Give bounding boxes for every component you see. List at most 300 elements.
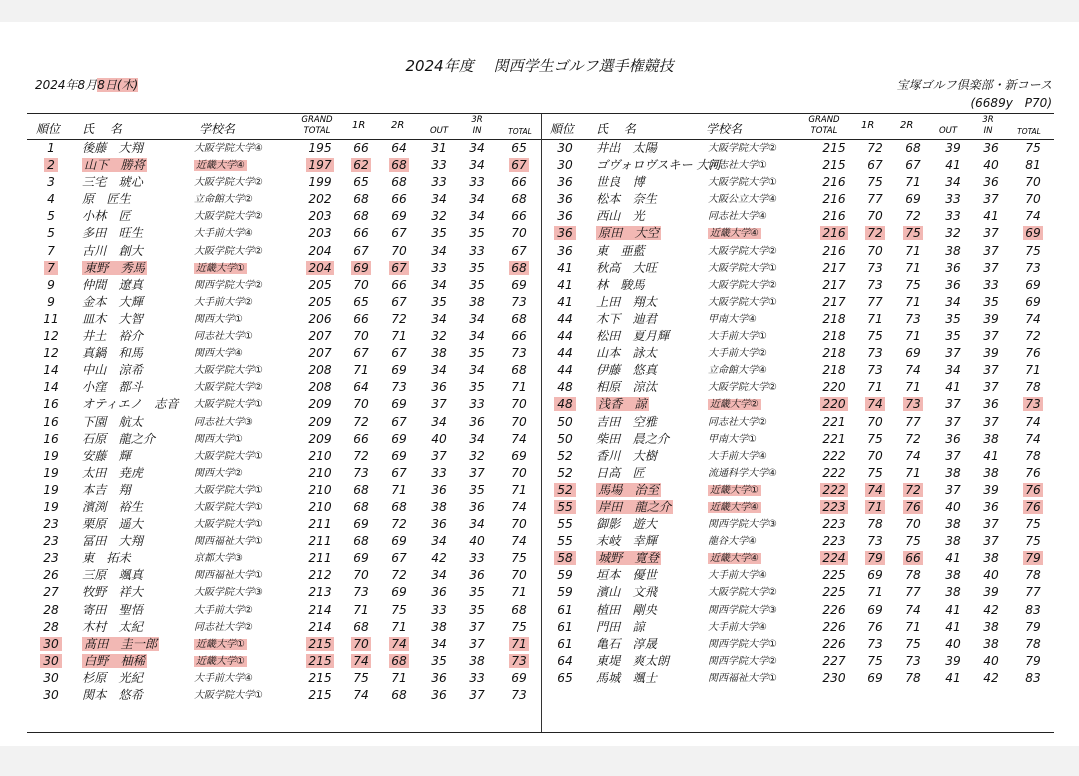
round3-total-cell: 68 <box>511 602 527 617</box>
table-row <box>32 431 544 448</box>
round1-cell: 75 <box>353 670 369 685</box>
round3-total-cell: 74 <box>1025 209 1041 224</box>
round3-total-cell <box>1016 499 1050 516</box>
school-cell: 大阪学院大学① <box>194 399 263 411</box>
table-row <box>32 465 544 482</box>
in-cell: 38 <box>983 431 999 446</box>
round3-total-cell: 70 <box>1025 175 1041 190</box>
player-name-cell: 東 亜藍 <box>596 243 645 258</box>
player-name-cell: 本吉 翔 <box>82 482 131 497</box>
round3-total-cell <box>502 636 536 653</box>
grand-total-cell-highlight: 223 <box>822 499 846 514</box>
round1-cell: 76 <box>867 619 883 634</box>
round1-cell: 73 <box>353 465 369 480</box>
out-cell: 35 <box>431 226 447 241</box>
grand-total-cell: 226 <box>822 602 846 617</box>
school-cell: 関西学院大学② <box>708 655 777 667</box>
round2-cell-highlight: 67 <box>391 260 407 275</box>
out-cell: 41 <box>945 551 961 566</box>
round3-total-cell-highlight: 71 <box>511 636 527 651</box>
in-cell: 37 <box>983 517 999 532</box>
grand-total-cell: 208 <box>308 363 332 378</box>
round3-total-cell <box>502 260 536 277</box>
table-row <box>32 584 544 601</box>
player-name-cell: 世良 博 <box>596 175 645 190</box>
player-name-cell: 仲間 遼真 <box>82 277 143 292</box>
grand-total-cell: 223 <box>822 534 846 549</box>
round1-cell: 70 <box>867 209 883 224</box>
player-name-cell-highlight: 白野 柚稀 <box>84 653 145 668</box>
rank-cell: 19 <box>43 448 59 463</box>
out-cell: 38 <box>431 499 447 514</box>
table-row <box>546 225 1058 242</box>
out-cell: 35 <box>431 653 447 668</box>
out-cell: 41 <box>945 158 961 173</box>
grand-total-cell: 215 <box>308 670 332 685</box>
grand-total-cell <box>816 482 852 499</box>
out-cell: 33 <box>431 175 447 190</box>
round2-cell: 71 <box>391 670 407 685</box>
school-cell-highlight: 近畿大学① <box>196 655 245 667</box>
round2-cell: 71 <box>391 619 407 634</box>
round1-cell: 69 <box>867 602 883 617</box>
school-cell: 同志社大学① <box>194 331 253 343</box>
round2-cell: 72 <box>391 517 407 532</box>
grand-total-cell: 216 <box>822 192 846 207</box>
player-name-cell: 御影 遊大 <box>596 517 657 532</box>
player-name-cell: 林 駿馬 <box>596 277 645 292</box>
school-cell: 同志社大学④ <box>708 211 767 223</box>
round2-cell: 72 <box>905 431 921 446</box>
school-cell: 同志社大学② <box>708 416 767 428</box>
table-row <box>546 516 1058 533</box>
round2-cell: 69 <box>391 397 407 412</box>
in-cell: 37 <box>983 414 999 429</box>
table-row <box>546 567 1058 584</box>
rank-cell: 55 <box>557 517 573 532</box>
rank-cell: 52 <box>557 448 573 463</box>
in-cell: 37 <box>469 636 485 651</box>
in-cell: 35 <box>469 585 485 600</box>
round1-cell: 67 <box>353 243 369 258</box>
round1-cell: 77 <box>867 192 883 207</box>
in-cell: 37 <box>983 192 999 207</box>
out-cell: 35 <box>945 311 961 326</box>
grand-total-cell: 214 <box>308 619 332 634</box>
left-results-table <box>32 114 544 704</box>
rank-cell: 23 <box>43 551 59 566</box>
table-row <box>32 567 544 584</box>
school-cell: 大阪学院大学① <box>708 262 777 274</box>
school-cell-highlight: 近畿大学① <box>196 638 245 650</box>
rank-cell <box>32 636 70 653</box>
grand-total-cell-highlight: 197 <box>308 158 332 173</box>
in-cell: 35 <box>469 346 485 361</box>
table-row <box>32 225 544 242</box>
player-name-cell <box>596 396 706 413</box>
player-name-cell: 相原 涼汰 <box>596 380 657 395</box>
round3-total-cell-highlight: 67 <box>511 158 527 173</box>
header-out: OUT <box>938 126 958 136</box>
out-cell: 34 <box>431 414 447 429</box>
round1-cell: 67 <box>867 158 883 173</box>
round3-total-cell: 75 <box>511 551 527 566</box>
round3-total-cell: 70 <box>511 568 527 583</box>
out-cell: 42 <box>431 551 447 566</box>
grand-total-cell-highlight: 215 <box>308 636 332 651</box>
header-school: 学校名 <box>199 122 236 136</box>
round1-cell: 75 <box>867 175 883 190</box>
school-cell: 関西大学① <box>194 433 243 445</box>
header-grand-total <box>297 115 337 137</box>
in-cell: 35 <box>469 482 485 497</box>
round1-cell-highlight: 71 <box>867 499 883 514</box>
player-name-cell: 多田 旺生 <box>82 226 143 241</box>
grand-total-cell: 225 <box>822 585 846 600</box>
out-cell: 34 <box>431 363 447 378</box>
out-cell: 34 <box>945 175 961 190</box>
rank-cell <box>546 499 584 516</box>
round2-cell: 71 <box>905 294 921 309</box>
table-row <box>546 294 1058 311</box>
grand-total-cell: 218 <box>822 363 846 378</box>
rank-cell <box>32 157 70 174</box>
player-name-cell: 後藤 大翔 <box>82 141 143 155</box>
table-row <box>32 670 544 687</box>
school-cell: 大手前大学② <box>708 348 767 360</box>
grand-total-cell <box>302 653 338 670</box>
player-name-cell: 三原 颯真 <box>82 568 143 583</box>
table-row <box>546 448 1058 465</box>
grand-total-cell: 226 <box>822 619 846 634</box>
player-name-cell: 真鍋 和馬 <box>82 346 143 361</box>
school-cell <box>708 396 820 413</box>
round1-cell: 70 <box>867 448 883 463</box>
table-row <box>546 533 1058 550</box>
school-cell-highlight: 近畿大学④ <box>710 553 759 565</box>
rank-cell: 19 <box>43 465 59 480</box>
table-row <box>32 448 544 465</box>
rank-cell: 41 <box>557 260 573 275</box>
rank-cell: 64 <box>557 653 573 668</box>
school-cell <box>194 157 306 174</box>
rank-cell: 44 <box>557 346 573 361</box>
out-cell: 40 <box>945 636 961 651</box>
round2-cell: 70 <box>905 517 921 532</box>
school-cell: 大手前大学④ <box>708 570 767 582</box>
in-cell: 38 <box>469 653 485 668</box>
round2-cell-highlight: 74 <box>391 636 407 651</box>
round2-cell-highlight: 68 <box>391 653 407 668</box>
round1-cell: 75 <box>867 431 883 446</box>
table-row <box>546 328 1058 345</box>
player-name-cell: 関本 悠希 <box>82 688 143 702</box>
round2-cell <box>898 482 928 499</box>
round1-cell: 67 <box>353 346 369 361</box>
round2-cell: 73 <box>391 380 407 395</box>
in-cell: 32 <box>469 448 485 463</box>
round1-cell-highlight: 79 <box>867 551 883 566</box>
round2-cell: 69 <box>391 209 407 224</box>
player-name-cell-highlight: 原田 大空 <box>598 226 659 241</box>
grand-total-cell <box>302 260 338 277</box>
in-cell: 39 <box>983 311 999 326</box>
out-cell: 36 <box>431 380 447 395</box>
player-name-cell: 下園 航太 <box>82 414 143 429</box>
player-name-cell-highlight: 東野 秀馬 <box>84 260 145 275</box>
grand-total-cell: 212 <box>308 568 332 583</box>
round1-cell: 72 <box>353 448 369 463</box>
school-cell: 大手前大学④ <box>708 450 767 462</box>
player-name-cell: 植田 剛央 <box>596 602 657 617</box>
table-row <box>546 362 1058 379</box>
table-row <box>546 670 1058 687</box>
grand-total-cell: 215 <box>308 688 332 702</box>
round2-cell <box>384 636 414 653</box>
rank-cell: 14 <box>43 363 59 378</box>
in-cell: 33 <box>983 277 999 292</box>
rank-cell: 14 <box>43 380 59 395</box>
round3-total-cell: 83 <box>1025 670 1041 685</box>
player-name-cell: 香川 大樹 <box>596 448 657 463</box>
in-cell: 37 <box>983 363 999 378</box>
player-name-cell-highlight: 岸田 龍之介 <box>598 499 672 514</box>
round2-cell: 64 <box>391 141 407 155</box>
round3-total-cell-highlight: 69 <box>1025 226 1041 241</box>
grand-total-cell: 209 <box>308 414 332 429</box>
in-cell: 42 <box>983 602 999 617</box>
round3-total-cell: 70 <box>1025 192 1041 207</box>
school-cell: 大阪学院大学② <box>194 211 263 223</box>
round2-cell: 77 <box>905 414 921 429</box>
school-cell: 関西福祉大学① <box>194 570 263 582</box>
round2-cell <box>898 550 928 567</box>
rank-cell: 9 <box>47 294 55 309</box>
grand-total-cell: 208 <box>308 380 332 395</box>
table-row <box>32 602 544 619</box>
round2-cell: 67 <box>391 414 407 429</box>
out-cell: 36 <box>431 585 447 600</box>
grand-total-cell: 217 <box>822 277 846 292</box>
in-cell: 36 <box>983 175 999 190</box>
rank-cell <box>32 653 70 670</box>
school-cell: 同志社大学② <box>194 621 253 633</box>
round1-cell: 68 <box>353 499 369 514</box>
round1-cell: 69 <box>353 551 369 566</box>
out-cell: 34 <box>431 243 447 258</box>
school-cell <box>708 482 820 499</box>
out-cell: 34 <box>431 192 447 207</box>
grand-total-cell <box>816 225 852 242</box>
round1-cell: 70 <box>353 277 369 292</box>
round2-cell <box>384 157 414 174</box>
round1-cell: 66 <box>353 226 369 241</box>
in-cell: 36 <box>469 414 485 429</box>
round2-cell-highlight: 76 <box>905 499 921 514</box>
round1-cell: 70 <box>353 568 369 583</box>
player-name-cell: 濱山 文飛 <box>596 585 657 600</box>
grand-total-cell-highlight: 216 <box>822 226 846 241</box>
round1-cell <box>860 225 890 242</box>
header-total-label: TOTAL <box>810 126 838 136</box>
school-cell: 大阪学院大学③ <box>194 587 263 599</box>
player-name-cell: 栗原 遥大 <box>82 517 143 532</box>
in-cell: 35 <box>469 226 485 241</box>
rank-cell: 4 <box>47 192 55 207</box>
right-table-body <box>546 140 1058 687</box>
table-row <box>546 619 1058 636</box>
rank-cell: 61 <box>557 619 573 634</box>
school-cell: 大手前大学① <box>708 331 767 343</box>
header-name: 氏 名 <box>596 122 636 136</box>
round2-cell: 72 <box>905 209 921 224</box>
school-cell-highlight: 近畿大学① <box>710 484 759 496</box>
table-row <box>546 208 1058 225</box>
rank-cell: 52 <box>557 465 573 480</box>
round3-total-cell: 74 <box>1025 311 1041 326</box>
round2-cell: 68 <box>391 688 407 702</box>
round2-cell: 75 <box>905 636 921 651</box>
out-cell: 39 <box>945 653 961 668</box>
table-row <box>32 362 544 379</box>
round2-cell-highlight: 73 <box>905 397 921 412</box>
header-3r-label: 3R <box>982 115 994 125</box>
grand-total-cell: 221 <box>822 414 846 429</box>
round1-cell <box>346 653 376 670</box>
round1-cell: 68 <box>353 534 369 549</box>
rank-cell: 30 <box>557 141 573 155</box>
round2-cell: 75 <box>905 534 921 549</box>
round1-cell: 64 <box>353 380 369 395</box>
round3-total-cell: 70 <box>511 465 527 480</box>
table-row <box>32 533 544 550</box>
round2-cell: 67 <box>391 551 407 566</box>
out-cell: 40 <box>431 431 447 446</box>
out-cell: 38 <box>945 585 961 600</box>
round2-cell: 73 <box>905 653 921 668</box>
round1-cell-highlight: 72 <box>867 226 883 241</box>
round1-cell-highlight: 74 <box>867 397 883 412</box>
grand-total-cell: 210 <box>308 448 332 463</box>
table-row <box>32 499 544 516</box>
player-name-cell-highlight: 城野 寛登 <box>598 551 659 566</box>
school-cell: 関西大学② <box>194 467 243 479</box>
rank-cell: 30 <box>43 670 59 685</box>
round3-total-cell: 74 <box>511 431 527 446</box>
grand-total-cell: 218 <box>822 311 846 326</box>
round1-cell: 78 <box>867 517 883 532</box>
school-cell: 関西学院大学① <box>708 638 777 650</box>
round1-cell-highlight: 70 <box>353 636 369 651</box>
round3-total-cell: 72 <box>1025 329 1041 344</box>
school-cell-highlight: 近畿大学② <box>710 399 759 411</box>
school-cell: 同志社大学① <box>708 160 767 172</box>
rank-cell <box>546 225 584 242</box>
round3-total-cell: 74 <box>511 534 527 549</box>
player-name-cell: 皿木 大智 <box>82 311 143 326</box>
out-cell: 34 <box>431 311 447 326</box>
grand-total-cell: 206 <box>308 311 332 326</box>
player-name-cell <box>596 499 706 516</box>
player-name-cell <box>596 482 706 499</box>
player-name-cell: 井出 太陽 <box>596 141 657 155</box>
grand-total-cell-highlight: 204 <box>308 260 332 275</box>
rank-cell: 19 <box>43 499 59 514</box>
in-cell: 33 <box>469 670 485 685</box>
rank-cell: 44 <box>557 363 573 378</box>
round2-cell <box>384 653 414 670</box>
grand-total-cell: 205 <box>308 277 332 292</box>
rank-cell: 61 <box>557 602 573 617</box>
school-cell: 大阪公立大学④ <box>708 194 777 206</box>
header-school: 学校名 <box>706 122 743 136</box>
round1-cell <box>860 550 890 567</box>
round1-cell: 73 <box>867 346 883 361</box>
school-cell: 龍谷大学④ <box>708 536 757 548</box>
out-cell: 37 <box>431 397 447 412</box>
grand-total-cell: 203 <box>308 209 332 224</box>
school-cell: 大阪学院大学① <box>194 501 263 513</box>
school-cell: 大阪学院大学① <box>194 365 263 377</box>
round1-cell: 68 <box>353 619 369 634</box>
in-cell: 33 <box>469 175 485 190</box>
round2-cell: 74 <box>905 448 921 463</box>
school-cell-highlight: 近畿大学④ <box>710 501 759 513</box>
school-cell: 甲南大学④ <box>708 313 757 325</box>
round1-cell: 68 <box>353 209 369 224</box>
round3-total-cell-highlight: 68 <box>511 260 527 275</box>
rank-cell: 27 <box>43 585 59 600</box>
round3-total-cell: 66 <box>511 175 527 190</box>
table-row <box>32 619 544 636</box>
round3-total-cell: 79 <box>1025 619 1041 634</box>
table-row <box>546 243 1058 260</box>
round3-total-cell-highlight: 76 <box>1025 499 1041 514</box>
school-cell <box>708 499 820 516</box>
round1-cell: 71 <box>867 585 883 600</box>
rank-cell: 44 <box>557 329 573 344</box>
rank-cell: 9 <box>47 277 55 292</box>
date-day: 8日(木) <box>97 78 139 92</box>
table-row <box>32 379 544 396</box>
round3-total-cell <box>502 157 536 174</box>
round3-total-cell: 75 <box>511 619 527 634</box>
out-cell: 41 <box>945 619 961 634</box>
grand-total-cell: 211 <box>308 534 332 549</box>
table-row <box>32 653 544 670</box>
grand-total-cell <box>816 396 852 413</box>
table-row <box>32 140 544 157</box>
out-cell: 34 <box>431 636 447 651</box>
school-cell: 流通科学大学④ <box>708 467 777 479</box>
round1-cell-highlight: 74 <box>867 482 883 497</box>
round1-cell: 75 <box>867 329 883 344</box>
in-cell: 38 <box>983 619 999 634</box>
rank-cell: 36 <box>557 175 573 190</box>
rank-cell: 16 <box>43 397 59 412</box>
round1-cell: 73 <box>867 277 883 292</box>
table-bottom-rule <box>27 732 1054 733</box>
player-name-cell: 井土 裕介 <box>82 329 143 344</box>
player-name-cell: 秋高 大旺 <box>596 260 657 275</box>
grand-total-cell: 220 <box>822 380 846 395</box>
round1-cell: 72 <box>353 414 369 429</box>
player-name-cell: 濱渕 裕生 <box>82 499 143 514</box>
round1-cell: 66 <box>353 141 369 155</box>
round2-cell: 68 <box>391 175 407 190</box>
grand-total-cell <box>816 550 852 567</box>
round1-cell: 70 <box>353 397 369 412</box>
